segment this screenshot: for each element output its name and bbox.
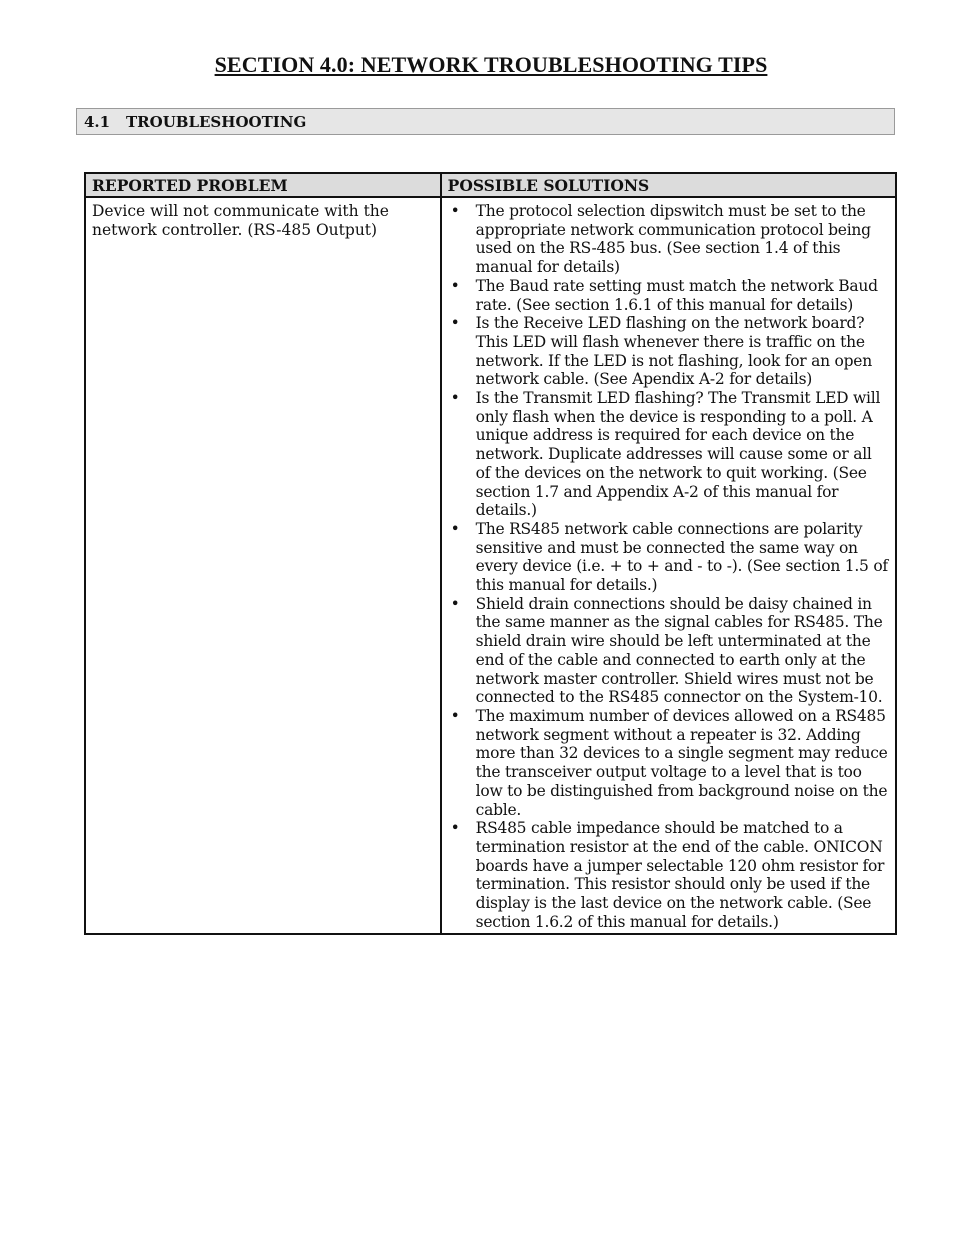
bullet-icon: • [450, 519, 460, 538]
solution-text: The maximum number of devices allowed on a RS485 network segment without a repeater is 32. Adding more than 32 devices to a single segment may reduce the transceiver output voltage to a level that is too low to be distinguished from background noise on the cable. [475, 706, 888, 819]
possible-solutions-cell [441, 197, 896, 934]
bullet-icon: • [450, 706, 460, 725]
solution-text: The RS485 network cable connections are polarity sensitive and must be connected the same way on every device (i.e. + to + and - to -). (See section 1.5 of this manual for details.) [475, 519, 888, 595]
bullet-icon: • [450, 594, 460, 613]
bullet-icon: • [450, 314, 460, 333]
solution-text: The protocol selection dipswitch must be set to the appropriate network communication protocol being used on the RS-485 bus. (See section 1.4 of this manual for details) [475, 202, 871, 277]
bullet-icon: • [450, 276, 460, 295]
table-header-row [85, 173, 896, 197]
troubleshooting-table [84, 172, 897, 935]
header-possible-solutions: POSSIBLE SOLUTIONS [441, 173, 896, 197]
solution-text: Shield drain connections should be daisy chained in the same manner as the signal cables for RS485. The shield drain wire should be left unterminated at the end of the cable and connected to earth only at the network master controller. Shield wires must not be connected to the RS485 connector on the System-10. [475, 594, 883, 707]
solution-text: Is the Transmit LED flashing? The Transmit LED will only flash when the device is responding to a poll. A unique address is required for each device on the network. Duplicate addresses will cause some or all of the devices on the network to quit working. (See section 1.7 and Appendix A-2 of this manual for details.) [475, 389, 881, 520]
solution-text: RS485 cable impedance should be matched to a termination resistor at the end of the cable. ONICON boards have a jumper selectable 120 ohm resistor for termination. This resistor should only be used if the display is the last device on the network cable. (See section 1.6.2 of this manual for details.) [475, 819, 885, 931]
bullet-icon: • [450, 389, 460, 408]
bullet-icon: • [450, 202, 460, 220]
solution-item [448, 707, 889, 819]
bullet-icon: • [450, 819, 460, 838]
section-heading [76, 108, 895, 135]
solution-item [448, 202, 889, 277]
solution-item [448, 277, 889, 314]
solutions-list [448, 202, 889, 931]
section-number: 4.1 [84, 113, 111, 131]
solution-item [448, 314, 889, 389]
solution-text: Is the Receive LED flashing on the network board? This LED will flash whenever there is traffic on the network. If the LED is not flashing, look for an open network cable. (See Apendix A-2 for details) [475, 314, 872, 389]
solution-item [448, 595, 889, 707]
page-title: SECTION 4.0: NETWORK TROUBLESHOOTING TIPS [214, 52, 768, 77]
solution-text: The Baud rate setting must match the network Baud rate. (See section 1.6.1 of this manual for details) [475, 276, 878, 314]
reported-problem-cell: Device will not communicate with the network controller. (RS-485 Output) [85, 197, 441, 934]
header-reported-problem: REPORTED PROBLEM [85, 173, 441, 197]
table-row [85, 197, 896, 934]
section-title: TROUBLESHOOTING [126, 113, 307, 131]
solution-item [448, 389, 889, 520]
solution-item [448, 819, 889, 931]
solution-item [448, 520, 889, 595]
